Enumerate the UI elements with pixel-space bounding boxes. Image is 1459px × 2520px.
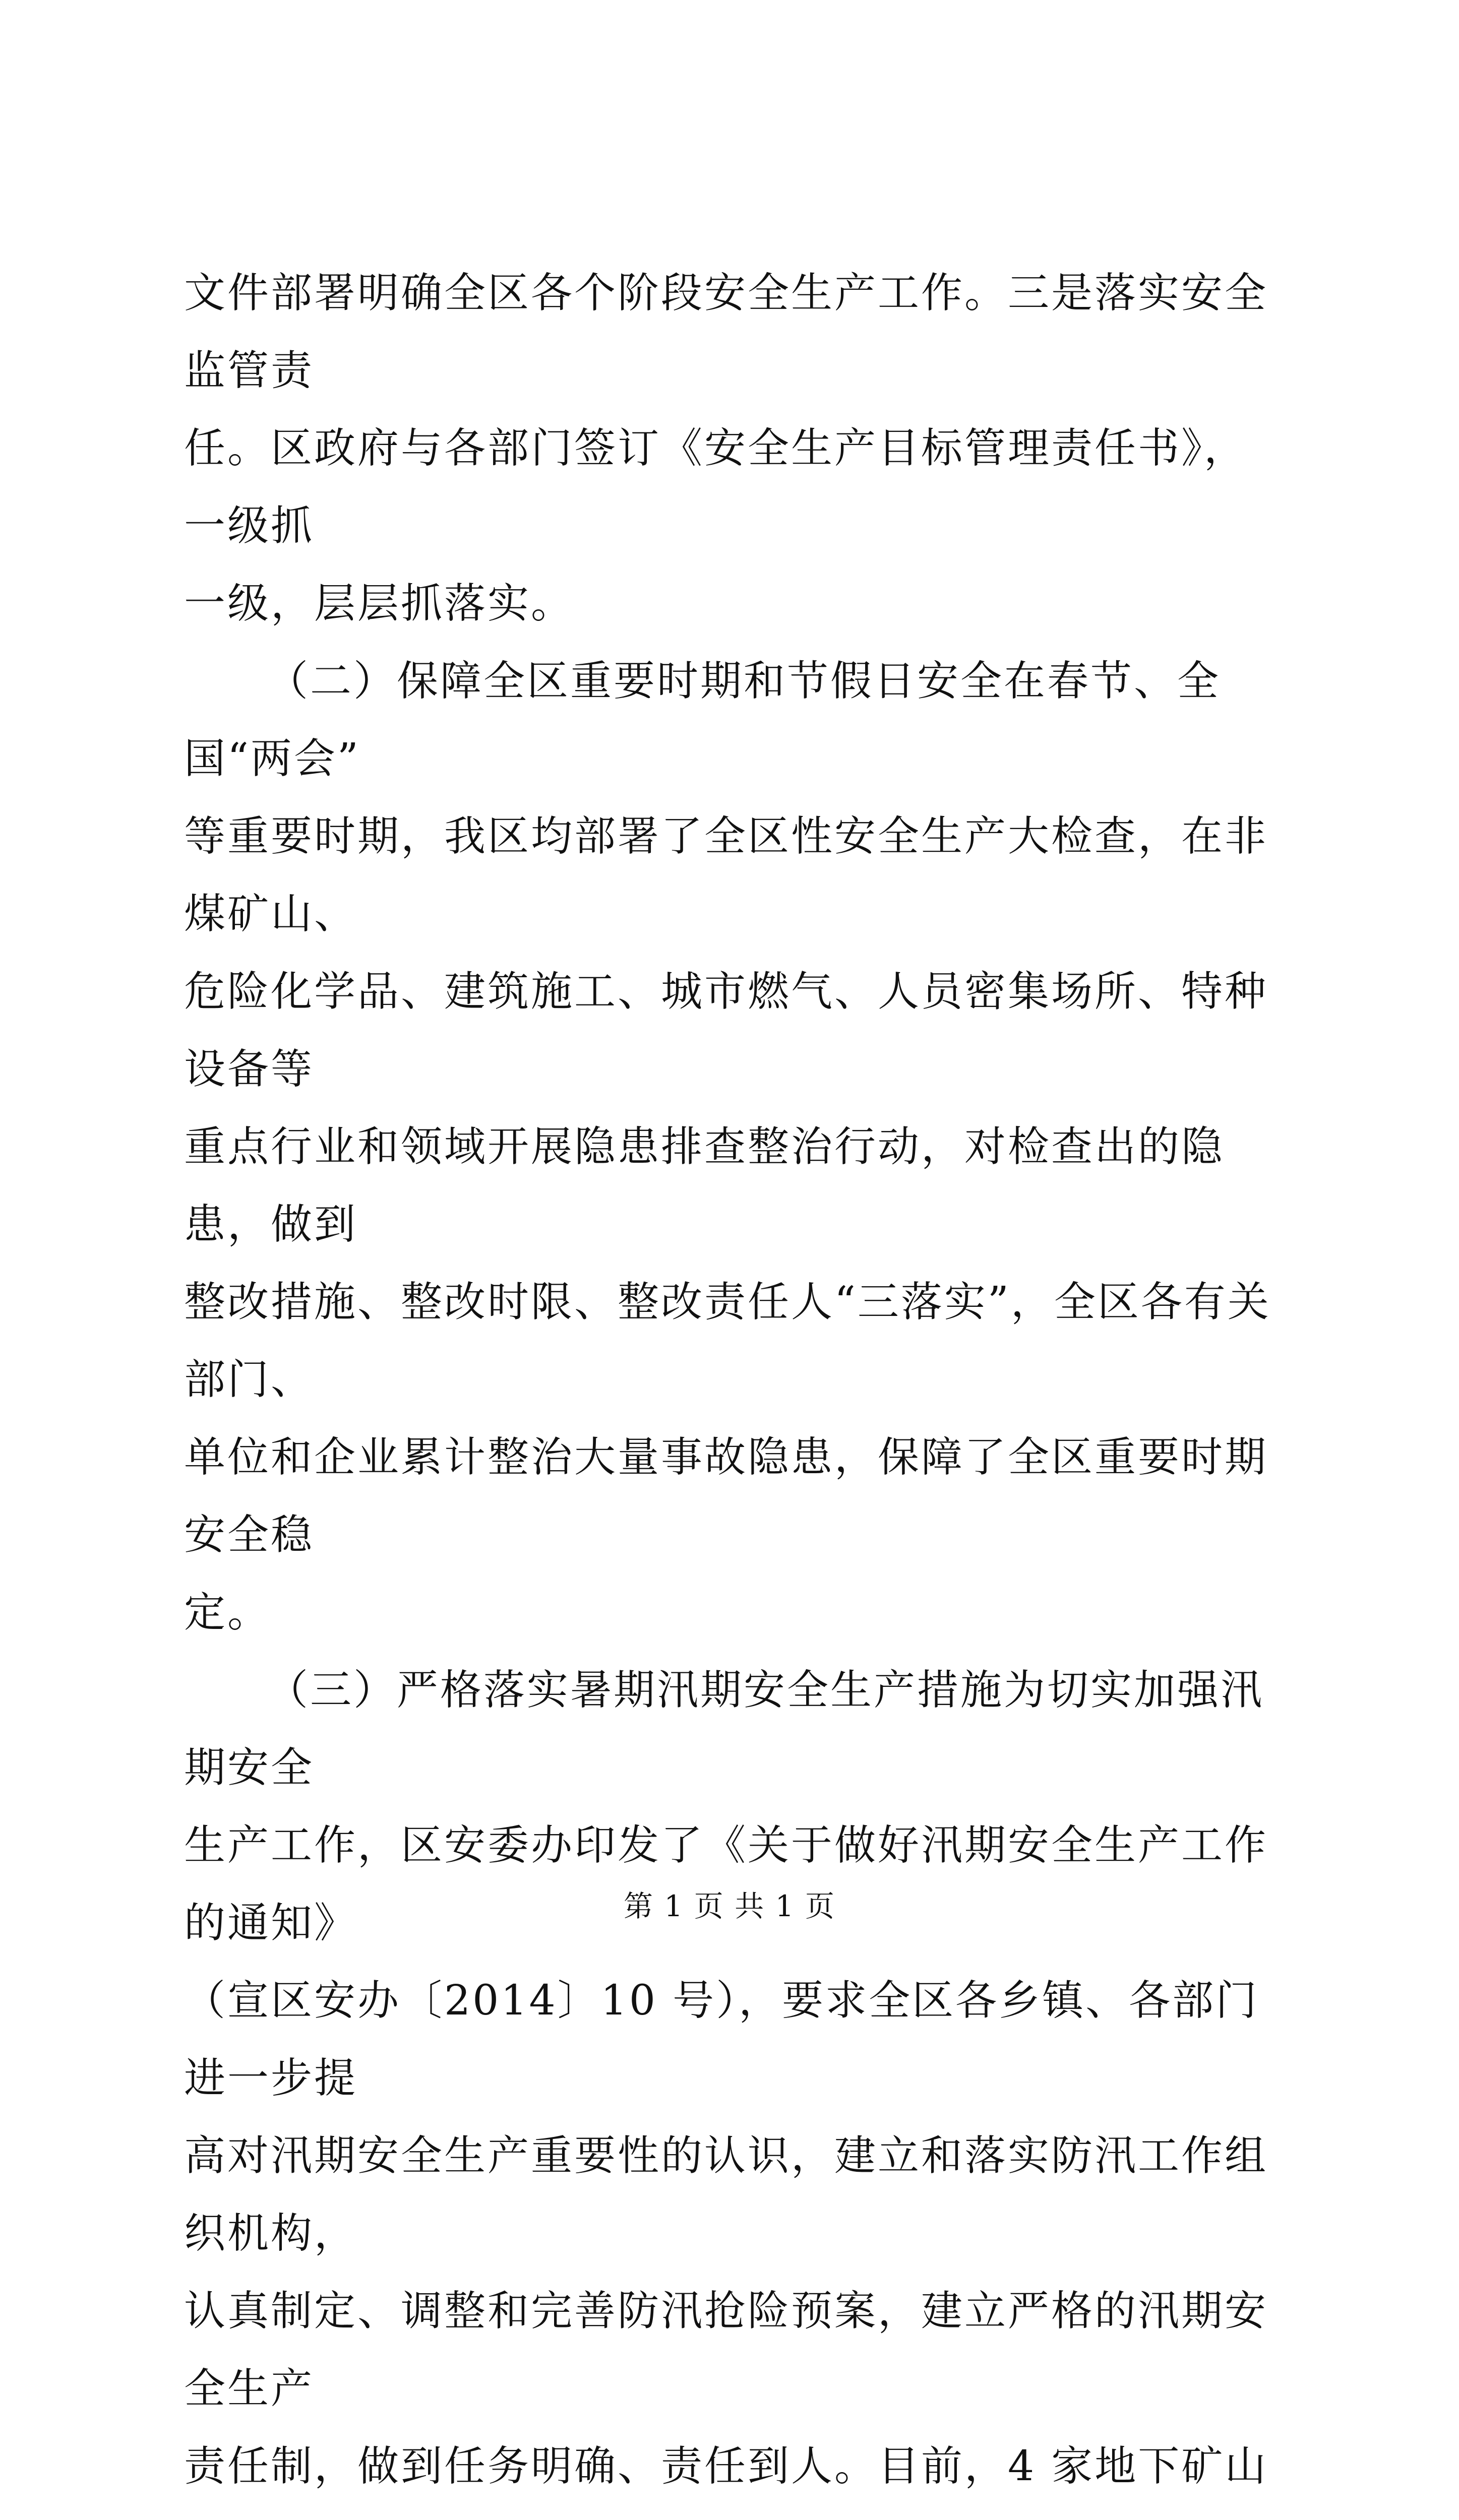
paragraph-continuation: 文件部署明确全区各个阶段安全生产工作。三是落实安全监管责 任。区政府与各部门签订《安全生产目标管理责任书》，一级抓 一级，层层抓落实。 — [184, 269, 1268, 627]
page-footer — [0, 1882, 1459, 1925]
page-number-label: 第 1 页 共 1 页 — [624, 1889, 835, 1923]
paragraph-section-3: （三）严格落实暑期汛期安全生产措施为切实加强汛期安全 生产工作，区安委办印发了《关于做好汛期安全生产工作的通知》 （宣区安办〔2014〕10 号），要求全区各乡镇、各部门进一步提 高对汛期安全生产重要性的认识，建立和落实防汛工作组织机构， 认真制定、调整和完善防汛抢险预案，建立严格的汛期安全生产 责任制，做到任务明确、责任到人。目前，4 家地下矿山 — [184, 1666, 1268, 2490]
paragraph-section-2: （二）保障全区重要时期和节假日安全在春节、全国“两会” 等重要时期，我区均部署了全区性安全生产大检查，在非煤矿山、 危险化学品、建筑施工、城市燃气、人员密集场所、特种设备等 重点行业和领域开展隐患排查整治行动，对检查出的隐患，做到 整改措施、整改时限、整改责任人“三落实”，全区各有关部门、 单位和企业累计整治大量事故隐患，保障了全区重要时期安全稳 定。 — [184, 657, 1271, 1636]
document-body — [184, 255, 1275, 2520]
